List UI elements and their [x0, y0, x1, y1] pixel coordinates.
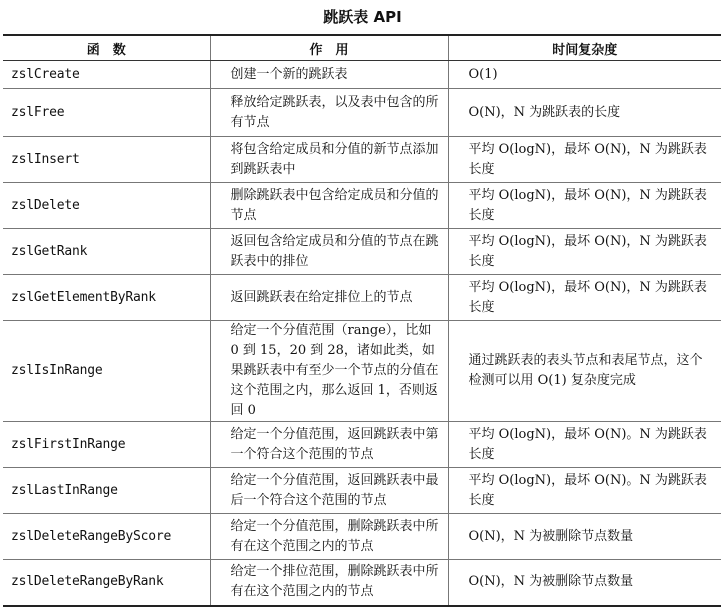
table-row	[3, 275, 721, 321]
table-title: 跳跃表 API	[323, 8, 402, 26]
function-name: zslGetRank	[3, 229, 210, 275]
api-table	[3, 34, 721, 607]
table-row	[3, 229, 721, 275]
time-complexity: 平均 O(logN)，最坏 O(N)，N 为跳跃表长度	[448, 275, 721, 321]
time-complexity: 平均 O(logN)，最坏 O(N)，N 为跳跃表长度	[448, 137, 721, 183]
time-complexity: 平均 O(logN)，最坏 O(N)，N 为跳跃表长度	[448, 229, 721, 275]
function-name: zslFree	[3, 89, 210, 137]
table-row	[3, 468, 721, 514]
function-name: zslDelete	[3, 183, 210, 229]
function-name: zslCreate	[11, 66, 80, 82]
table-row	[3, 89, 721, 137]
time-complexity: O(N)，N 为被删除节点数量	[448, 514, 721, 560]
header-purpose: 作 用	[210, 35, 448, 61]
table-row	[3, 183, 721, 229]
time-complexity: O(1)	[448, 61, 721, 89]
time-complexity: O(N)，N 为被删除节点数量	[448, 560, 721, 606]
function-description: 给定一个分值范围（range），比如 0 到 15，20 到 28，诸如此类，如果跳跃表中有至少一个节点的分值在这个范围之内，那么返回 1，否则返回 0	[210, 321, 448, 422]
table-row	[3, 422, 721, 468]
time-complexity: O(N)，N 为跳跃表的长度	[448, 89, 721, 137]
function-description: 将包含给定成员和分值的新节点添加到跳跃表中	[210, 137, 448, 183]
header-complexity: 时间复杂度	[448, 35, 721, 61]
table-row	[3, 61, 721, 89]
function-name: zslDeleteRangeByRank	[3, 560, 210, 606]
function-description: 创建一个新的跳跃表	[210, 61, 448, 89]
header-function: 函 数	[3, 35, 210, 61]
table-row	[3, 137, 721, 183]
function-name: zslIsInRange	[3, 321, 210, 422]
time-complexity: 通过跳跃表的表头节点和表尾节点，这个检测可以用 O(1) 复杂度完成	[448, 321, 721, 422]
time-complexity: 平均 O(logN)，最坏 O(N)。N 为跳跃表长度	[448, 422, 721, 468]
function-description: 返回跳跃表在给定排位上的节点	[210, 275, 448, 321]
time-complexity: 平均 O(logN)，最坏 O(N)，N 为跳跃表长度	[448, 183, 721, 229]
time-complexity: 平均 O(logN)，最坏 O(N)。N 为跳跃表长度	[448, 468, 721, 514]
function-description: 返回包含给定成员和分值的节点在跳跃表中的排位	[210, 229, 448, 275]
function-description: 释放给定跳跃表，以及表中包含的所有节点	[210, 89, 448, 137]
function-description: 给定一个分值范围，删除跳跃表中所有在这个范围之内的节点	[210, 514, 448, 560]
function-name: zslDeleteRangeByScore	[3, 514, 210, 560]
function-name: zslLastInRange	[3, 468, 210, 514]
function-description: 删除跳跃表中包含给定成员和分值的节点	[210, 183, 448, 229]
table-row	[3, 560, 721, 606]
function-name: zslGetElementByRank	[3, 275, 210, 321]
table-row	[3, 514, 721, 560]
function-description: 给定一个分值范围，返回跳跃表中第一个符合这个范围的节点	[210, 422, 448, 468]
table-row	[3, 321, 721, 422]
function-name: zslFirstInRange	[3, 422, 210, 468]
header-row	[3, 35, 721, 61]
function-name: zslInsert	[3, 137, 210, 183]
function-description: 给定一个分值范围，返回跳跃表中最后一个符合这个范围的节点	[210, 468, 448, 514]
function-description: 给定一个排位范围，删除跳跃表中所有在这个范围之内的节点	[210, 560, 448, 606]
